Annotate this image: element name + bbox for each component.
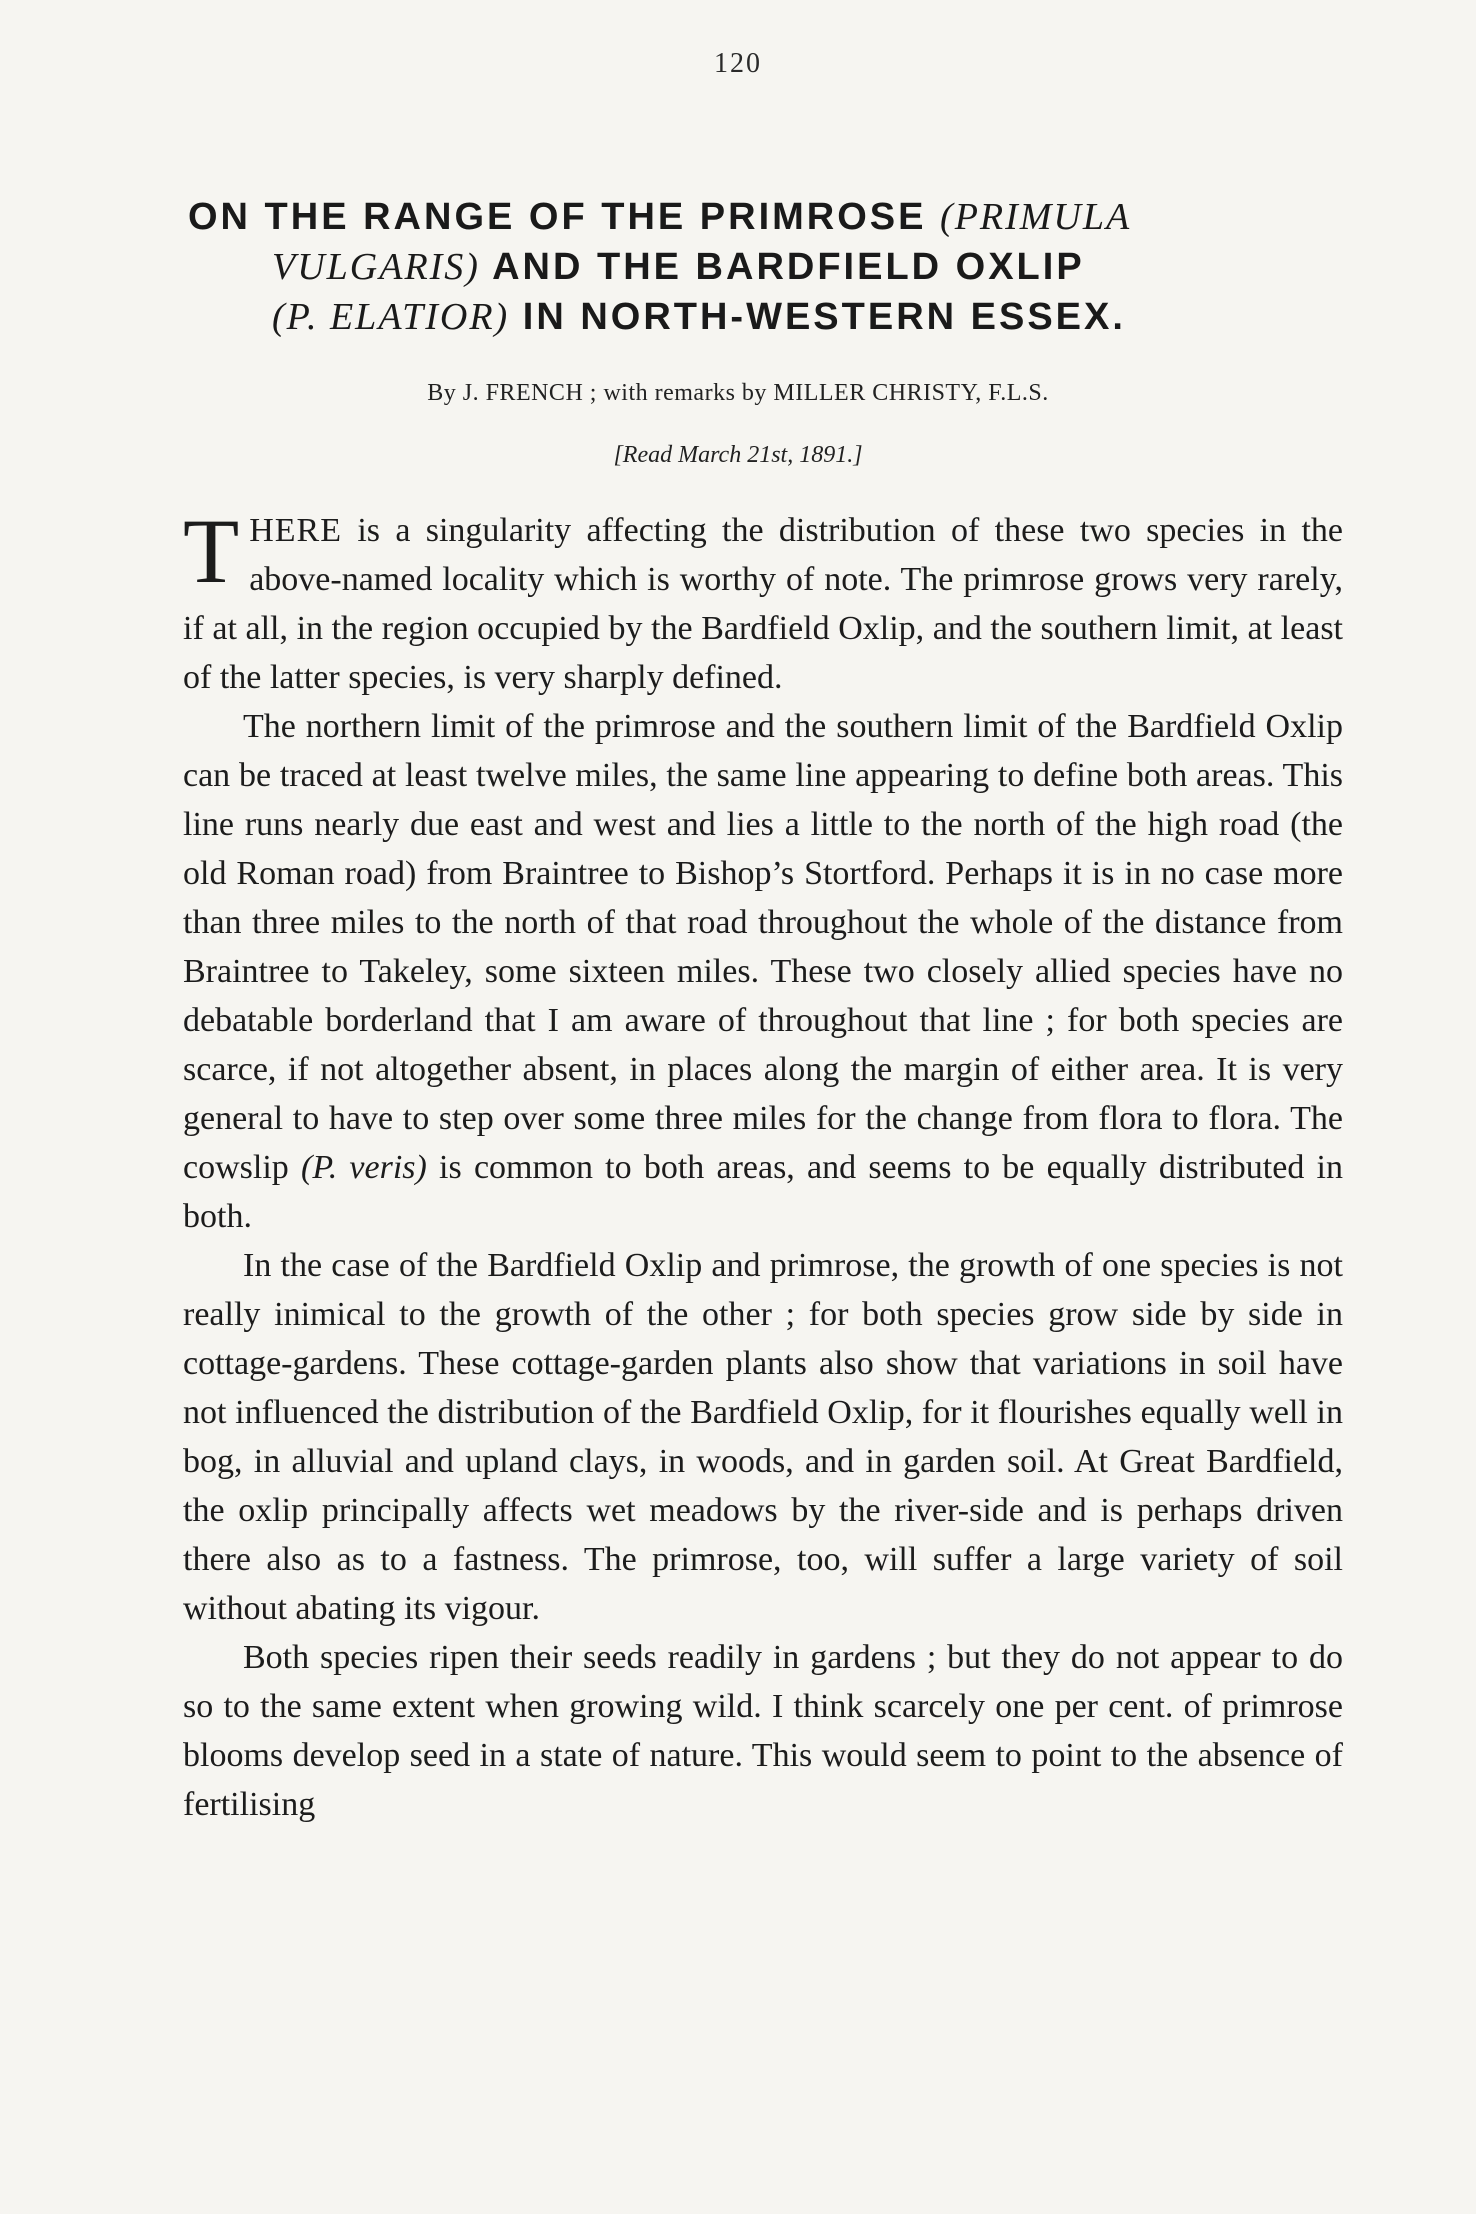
paragraph-4: Both species ripen their seeds readily in gardens ; but they do not appear to do so to the same extent when growing wild. I think scarcely one per cent. of primrose blooms develop seed in a state of nature. This would seem to point to the absence of fertilising — [183, 1639, 1343, 1823]
title-line-2 — [188, 242, 1348, 292]
title-line-2-latin: VULGARIS) — [272, 246, 480, 288]
author-byline: By J. FRENCH ; with remarks by MILLER CHRISTY, F.L.S. — [427, 380, 1049, 406]
paragraph-1 — [183, 500, 1343, 702]
paragraph-2-text: The northern limit of the primrose and the southern limit of the Bardfield Oxlip can be traced at least twelve miles, the same line appearing to define both areas. This line runs nearly due east and west and lies a little to the north of the high road (the old Roman road) from Braintree to Bishop’s Stortford. Perhaps it is in no case more than three miles to the north of that road throughout the whole of the distance from Braintree to Takeley, some sixteen miles. These two closely allied species have no debatable borderland that I am aware of throughout that line ; for both species are scarce, if not altogether absent, in places along the margin of either area. It is very general to have to step over some three miles for the change from flora to flora. The cowslip — [183, 708, 1343, 1186]
title-line-1 — [188, 192, 1348, 242]
title-line-3-latin: (P. ELATIOR) — [272, 296, 510, 338]
article-title — [188, 192, 1348, 342]
paragraph-1-text: is a singularity affecting the distribution of these two species in the above-named locality which is worthy of note. The primrose grows very rarely, if at all, in the region occupied by the Bardfield Oxlip, and the southern limit, at least of the latter species, is very sharply defined. — [183, 512, 1343, 696]
read-date: [Read March 21st, 1891.] — [613, 442, 863, 468]
title-line-3 — [188, 292, 1348, 342]
paragraph-2-latin: (P. veris) — [288, 1149, 427, 1186]
paragraph-3: In the case of the Bardfield Oxlip and primrose, the growth of one species is not really inimical to the growth of the other ; for both species grow side by side in cottage-gardens. These cottage-garden plants also show that variations in soil have not influenced the distribution of the Bardfield Oxlip, for it flourishes equally well in bog, in alluvial and upland clays, in woods, and in garden soil. At Great Bardfield, the oxlip principally affects wet meadows by the river-side and is perhaps driven there also as to a fastness. The primrose, too, will suffer a large variety of soil without abating its vigour. — [183, 1247, 1343, 1627]
paragraph-2 — [183, 702, 1343, 1241]
title-line-2-text: AND THE BARDFIELD OXLIP — [479, 246, 1085, 288]
title-line-1-latin: (PRIMULA — [940, 196, 1132, 238]
paragraph-2-end: is common to both areas, and seems to be equally distributed in both. — [183, 1149, 1343, 1235]
drop-cap: T — [183, 500, 240, 602]
page-number: 120 — [714, 48, 762, 79]
title-line-3-text: IN NORTH-WESTERN ESSEX. — [509, 296, 1126, 338]
article-body — [183, 500, 1343, 1829]
paragraph-1-opening: HERE — [249, 512, 342, 549]
title-line-1-text: ON THE RANGE OF THE PRIMROSE — [188, 196, 927, 238]
